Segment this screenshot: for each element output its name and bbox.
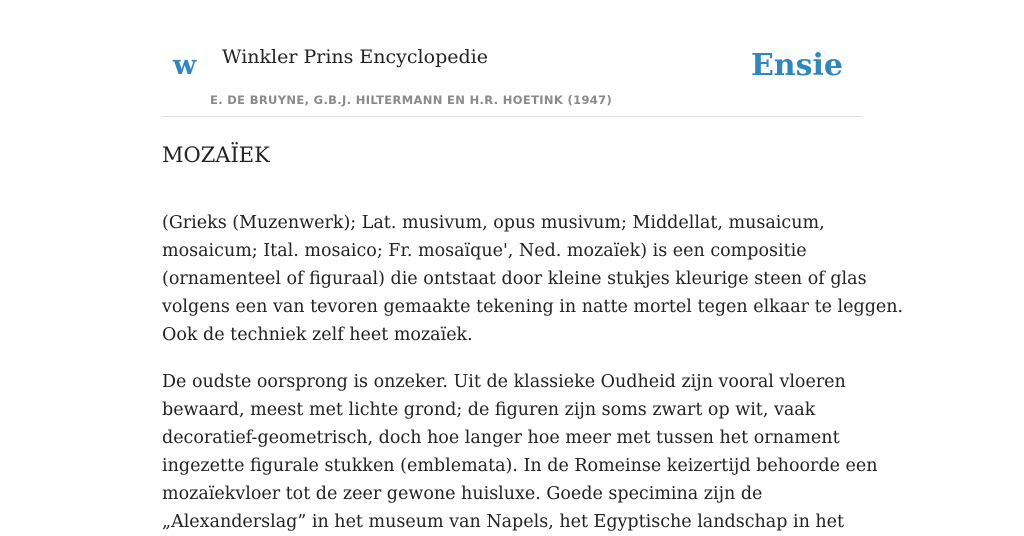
article <box>162 139 904 536</box>
paragraph-line: De oudste oorsprong is onzeker. Uit de klassieke Oudheid zijn vooral vloeren <box>162 372 846 392</box>
authors-byline: E. DE BRUYNE, G.B.J. HILTERMANN EN H.R. HOETINK (1947) <box>210 93 613 107</box>
article-paragraph <box>162 209 904 349</box>
paragraph-line: (ornamenteel of figuraal) die ontstaat door kleine stukjes kleurige steen of glas <box>162 269 867 289</box>
site-header <box>162 0 862 117</box>
paragraph-line: decoratief-geometrisch, doch hoe langer hoe meer met tussen het ornament <box>162 428 840 448</box>
ensie-logo-link[interactable]: Ensie <box>750 48 843 83</box>
paragraph-line: mozaïekvloer tot de zeer gewone huisluxe. Goede specimina zijn de <box>162 484 763 504</box>
article-paragraph <box>162 368 878 536</box>
article-title: MOZAÏEK <box>162 143 270 167</box>
paragraph-line: „Alexanderslag” in het museum van Napels, het Egyptische landschap in het <box>162 512 845 532</box>
paragraph-line: bewaard, meest met lichte grond; de figuren zijn soms zwart op wit, vaak <box>162 400 816 420</box>
paragraph-line: mosaicum; Ital. mosaico; Fr. mosaïque', Ned. mozaïek) is een compositie <box>162 241 807 261</box>
paragraph-line: volgens een van tevoren gemaakte tekening in natte mortel tegen elkaar te leggen. <box>162 297 904 317</box>
paragraph-line: ingezette figurale stukken (emblemata). In de Romeinse keizertijd behoorde een <box>162 456 878 476</box>
paragraph-line: Ook de techniek zelf heet mozaïek. <box>162 325 473 345</box>
paragraph-line: (Grieks (Muzenwerk); Lat. musivum, opus musivum; Middellat, musaicum, <box>162 213 825 233</box>
winkler-prins-logo[interactable]: w <box>173 50 197 81</box>
site-title[interactable]: Winkler Prins Encyclopedie <box>222 46 488 68</box>
